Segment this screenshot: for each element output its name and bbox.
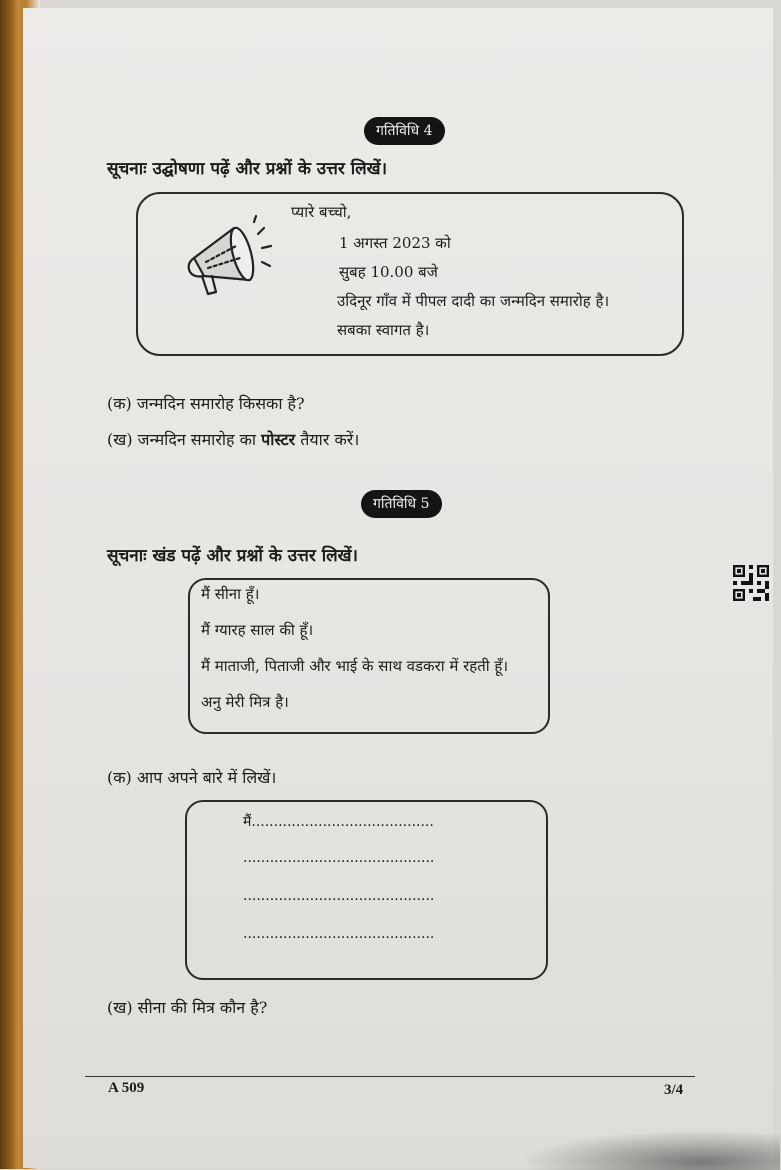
activity-4-question-a: (क) जन्मदिन समारोह किसका है? — [107, 394, 305, 413]
activity-4-instruction: सूचनाः उद्घोषणा पढ़ें और प्रश्नों के उत्तर लिखें। — [107, 159, 388, 179]
activity-5-question-b: (ख) सीना की मित्र कौन है? — [107, 998, 268, 1017]
announcement-time: सुबह 10.00 बजे — [339, 263, 438, 281]
activity-4-question-b — [107, 428, 359, 450]
qr-code-icon — [733, 565, 769, 601]
question-b-suffix: तैयार करें। — [295, 430, 360, 449]
activity-5-question-a: (क) आप अपने बारे में लिखें। — [107, 768, 277, 787]
announcement-date: 1 अगस्त 2023 को — [339, 234, 451, 252]
page-number: 3/4 — [664, 1082, 684, 1098]
activity-4-label: गतिविधि 4 — [364, 117, 445, 145]
answer-line-3[interactable]: ........................................... — [243, 888, 435, 904]
announcement-welcome: सबका स्वागत है। — [337, 321, 430, 339]
answer-line-4[interactable]: ........................................... — [243, 926, 435, 942]
passage-line-2: मैं ग्यारह साल की हूँ। — [201, 621, 314, 639]
announcement-greeting: प्यारे बच्चो, — [291, 203, 352, 221]
megaphone-icon — [180, 214, 275, 300]
question-b-prefix: (ख) जन्मदिन समारोह का — [107, 430, 262, 449]
footer-rule — [85, 1076, 695, 1077]
passage-line-4: अनु मेरी मित्र है। — [201, 693, 289, 711]
question-b-bold-word: पोस्टर — [261, 430, 296, 449]
activity-5-instruction: सूचनाः खंड पढ़ें और प्रश्नों के उत्तर लिखें। — [107, 546, 359, 566]
paper-code: A 509 — [108, 1080, 145, 1096]
passage-line-3: मैं माताजी, पिताजी और भाई के साथ वडकरा में रहती हूँ। — [201, 657, 509, 675]
passage-line-1: मैं सीना हूँ। — [201, 585, 260, 603]
answer-line-1[interactable]: मैं......................................... — [243, 814, 434, 830]
photo-shadow — [520, 1130, 780, 1170]
answer-line-2[interactable]: ........................................... — [243, 850, 435, 866]
activity-5-label: गतिविधि 5 — [361, 490, 442, 518]
announcement-event: उदिनूर गाँव में पीपल दादी का जन्मदिन समारोह है। — [337, 292, 610, 310]
